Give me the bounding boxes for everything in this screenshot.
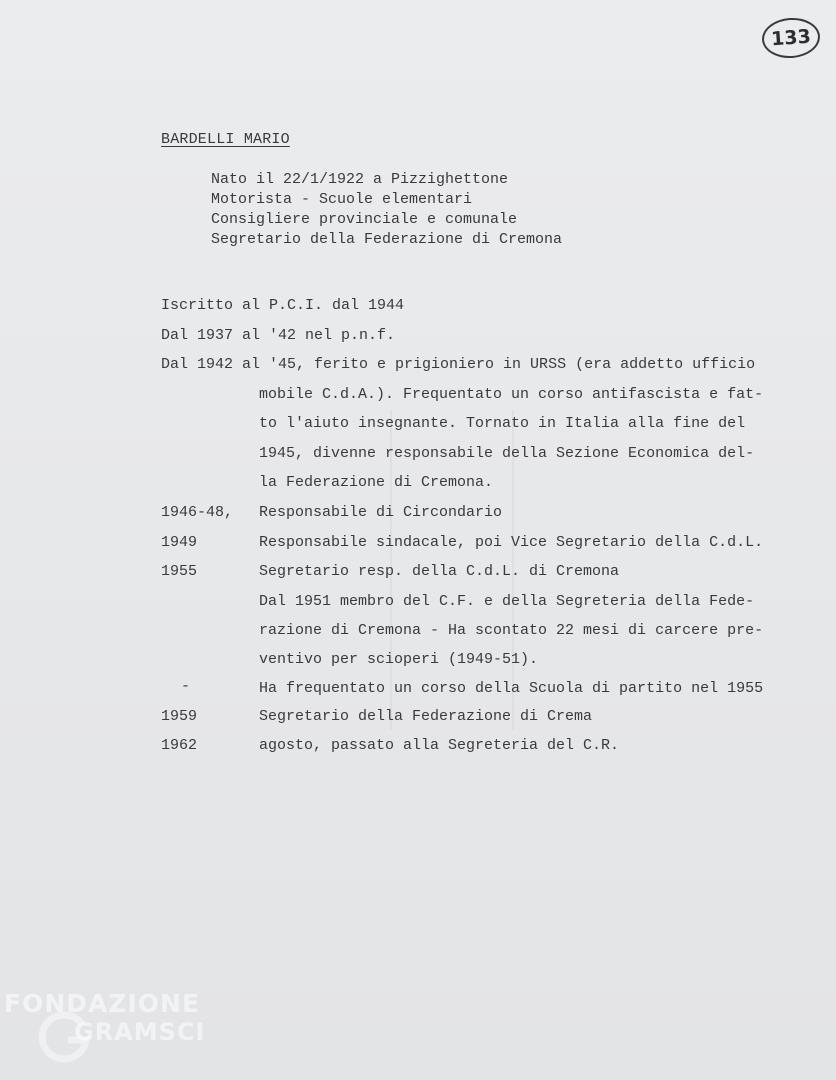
urss-entry-line: mobile C.d.A.). Frequentato un corso antifascista e fat- xyxy=(259,386,764,403)
timeline-dash: - xyxy=(181,678,191,695)
timeline-text: Responsabile sindacale, poi Vice Segretario della C.d.L. xyxy=(259,534,764,551)
watermark-line1: FONDAZIONE xyxy=(4,989,201,1018)
timeline-text: Dal 1951 membro del C.F. e della Segreteria della Fede- xyxy=(259,593,755,610)
timeline-text: Responsabile di Circondario xyxy=(259,504,503,521)
timeline-year: 1955 xyxy=(161,563,198,580)
biographical-summary xyxy=(211,170,562,250)
summary-line: Nato il 22/1/1922 a Pizzighettone xyxy=(211,171,509,188)
watermark-line2: GRAMSCI xyxy=(74,1018,206,1046)
timeline-text: Ha frequentato un corso della Scuola di partito nel 1955 xyxy=(259,680,764,697)
timeline-text: agosto, passato alla Segreteria del C.R. xyxy=(259,737,620,754)
timeline-year: 1949 xyxy=(161,534,198,551)
summary-line: Segretario della Federazione di Cremona xyxy=(211,231,563,248)
urss-entry-line: 1945, divenne responsabile della Sezione Economica del- xyxy=(259,445,755,462)
urss-entry-line: la Federazione di Cremona. xyxy=(259,474,494,491)
urss-entry-line: to l'aiuto insegnante. Tornato in Italia alla fine del xyxy=(259,415,746,432)
person-name: BARDELLI MARIO xyxy=(161,131,290,148)
timeline-text: Segretario della Federazione di Crema xyxy=(259,708,593,725)
urss-entry-first-line xyxy=(161,356,755,373)
urss-entry-text: Dal 1942 al '45, ferito e prigioniero in URSS (era addetto uffic xyxy=(161,356,738,373)
timeline-text: razione di Cremona - Ha scontato 22 mesi di carcere pre- xyxy=(259,622,764,639)
archive-watermark xyxy=(4,990,205,1046)
timeline-year: 1962 xyxy=(161,737,198,754)
summary-line: Motorista - Scuole elementari xyxy=(211,191,473,208)
timeline-year: 1946-48, xyxy=(161,504,234,521)
membership-line: Iscritto al P.C.I. dal 1944 xyxy=(161,297,405,314)
page-number-stamp: 133 xyxy=(761,16,822,60)
summary-line: Consigliere provinciale e comunale xyxy=(211,211,518,228)
timeline-text: ventivo per scioperi (1949-51). xyxy=(259,651,539,668)
urss-entry-text-end: io xyxy=(737,356,756,373)
gramsci-logo-icon xyxy=(38,1010,92,1064)
membership-line: Dal 1937 al '42 nel p.n.f. xyxy=(161,327,396,344)
timeline-year: 1959 xyxy=(161,708,198,725)
timeline-text: Segretario resp. della C.d.L. di Cremona xyxy=(259,563,620,580)
